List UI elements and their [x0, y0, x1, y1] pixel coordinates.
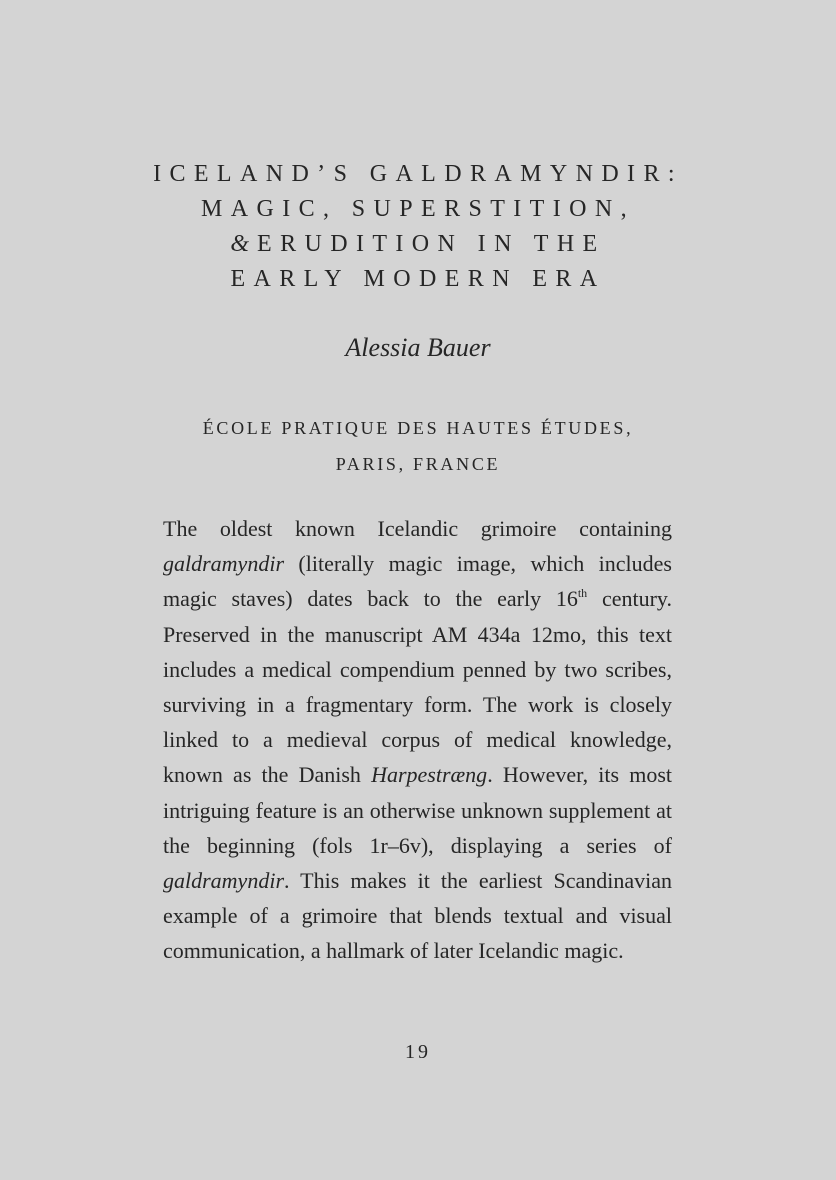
title-line-3 — [100, 227, 736, 262]
term-galdramyndir: galdramyndir — [163, 868, 284, 894]
term-harpestraeng: Harpestræng — [371, 762, 488, 788]
term-galdramyndir: galdramyndir — [163, 551, 284, 577]
text-segment: The oldest known Icelandic grimoire containing — [163, 516, 672, 541]
author-affiliation — [100, 410, 736, 482]
title-line-1: ICELAND’S GALDRAMYNDIR: — [153, 161, 683, 187]
article-title — [100, 157, 736, 297]
abstract-paragraph — [163, 511, 672, 969]
title-line-3-text: ERUDITION IN THE — [257, 231, 606, 257]
title-line-2: MAGIC, SUPERSTITION, — [200, 196, 635, 222]
page-number: 19 — [405, 1041, 431, 1063]
text-segment: . This makes it the earliest Scandinavian example of a grimoire that blends textual and visual communication, a hallmark of later Icelandic magic. — [163, 868, 672, 964]
author-name: Alessia Bauer — [345, 333, 491, 362]
title-line-4: EARLY MODERN ERA — [230, 266, 606, 292]
text-segment: (literally magic image, which includes magic staves) dates back to the early 16 — [163, 551, 672, 612]
title-ampersand: & — [230, 231, 250, 257]
text-segment: . However, its most intriguing feature is an otherwise unknown supplement at the beginning (fols 1r–6v), displaying a series of — [163, 762, 672, 858]
text-segment: century. Preserved in the manuscript AM 434a 12mo, this text includes a medical compendium penned by two scribes, surviving in a fragmentary form. The work is closely linked to a medieval corpus of medical knowledge, known as the Danish — [163, 586, 672, 788]
ordinal-superscript: th — [577, 586, 588, 601]
affiliation-line-2: PARIS, FRANCE — [335, 454, 501, 474]
affiliation-line-1: ÉCOLE PRATIQUE DES HAUTES ÉTUDES, — [202, 418, 634, 438]
